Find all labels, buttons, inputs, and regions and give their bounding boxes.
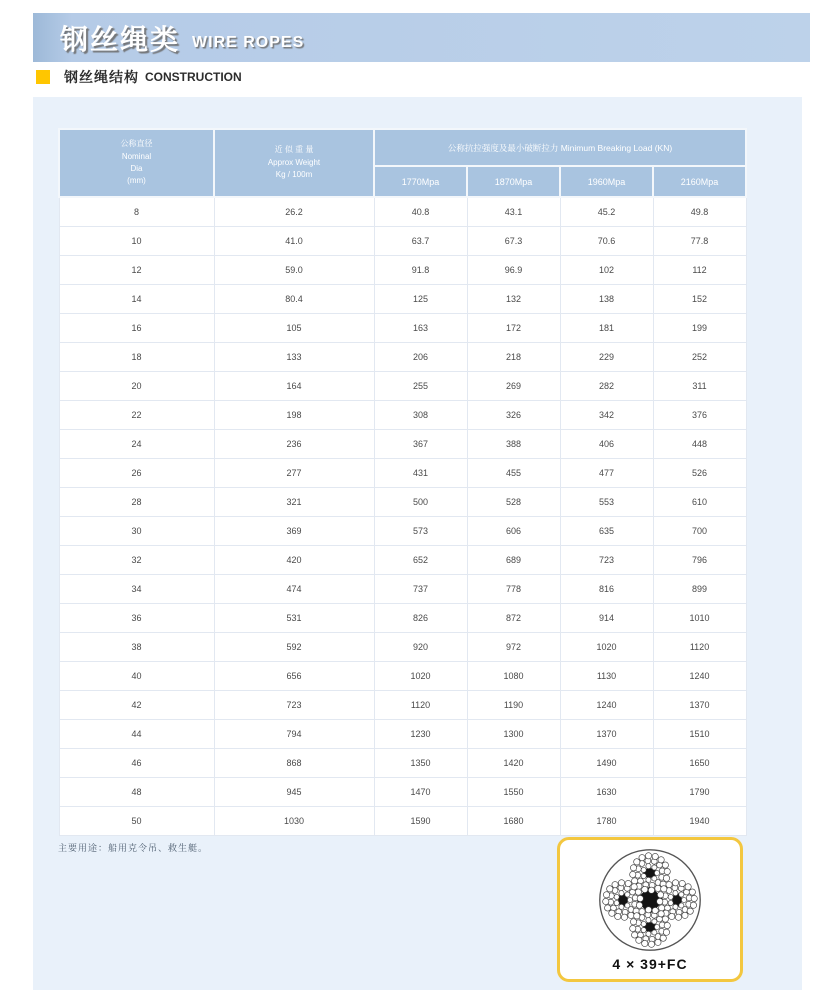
cell-weight: 420	[214, 545, 374, 574]
header-breaking-load-group: 公称抗拉强度及最小破断拉力 Minimum Breaking Load (KN)	[374, 129, 746, 166]
header-grade-1960: 1960Mpa	[560, 166, 653, 197]
cell-1960: 70.6	[560, 226, 653, 255]
spec-row	[59, 748, 746, 777]
header-grade-2160: 2160Mpa	[653, 166, 746, 197]
spec-row	[59, 806, 746, 835]
cell-weight: 794	[214, 719, 374, 748]
cell-2160: 526	[653, 458, 746, 487]
cell-2160: 199	[653, 313, 746, 342]
spec-row	[59, 284, 746, 313]
cell-weight: 59.0	[214, 255, 374, 284]
cell-weight: 277	[214, 458, 374, 487]
cell-weight: 945	[214, 777, 374, 806]
cell-weight: 369	[214, 516, 374, 545]
cell-weight: 656	[214, 661, 374, 690]
cell-1960: 282	[560, 371, 653, 400]
cell-1770: 63.7	[374, 226, 467, 255]
cell-weight: 133	[214, 342, 374, 371]
cell-2160: 899	[653, 574, 746, 603]
cell-1960: 723	[560, 545, 653, 574]
spec-row	[59, 313, 746, 342]
cell-1770: 1020	[374, 661, 467, 690]
rope-construction-label: 4 × 39+FC	[612, 956, 688, 972]
cell-2160: 252	[653, 342, 746, 371]
spec-row	[59, 661, 746, 690]
cell-2160: 376	[653, 400, 746, 429]
cell-dia: 22	[59, 400, 214, 429]
cell-weight: 41.0	[214, 226, 374, 255]
cell-dia: 16	[59, 313, 214, 342]
cell-1770: 163	[374, 313, 467, 342]
cell-dia: 32	[59, 545, 214, 574]
spec-row	[59, 226, 746, 255]
rope-diagram-card	[557, 837, 743, 982]
section-title-en: CONSTRUCTION	[145, 70, 242, 84]
cell-dia: 26	[59, 458, 214, 487]
cell-dia: 18	[59, 342, 214, 371]
cell-1960: 477	[560, 458, 653, 487]
spec-row	[59, 197, 746, 226]
section-title-zh: 钢丝绳结构	[64, 69, 139, 85]
spec-row	[59, 574, 746, 603]
cell-1770: 1590	[374, 806, 467, 835]
cell-2160: 700	[653, 516, 746, 545]
cell-2160: 1510	[653, 719, 746, 748]
cell-weight: 1030	[214, 806, 374, 835]
cell-1870: 689	[467, 545, 560, 574]
cell-1770: 91.8	[374, 255, 467, 284]
spec-row	[59, 255, 746, 284]
cell-2160: 112	[653, 255, 746, 284]
cell-1770: 737	[374, 574, 467, 603]
cell-1960: 138	[560, 284, 653, 313]
cell-1870: 326	[467, 400, 560, 429]
cell-weight: 105	[214, 313, 374, 342]
cell-dia: 38	[59, 632, 214, 661]
spec-row	[59, 371, 746, 400]
spec-row	[59, 777, 746, 806]
cell-dia: 46	[59, 748, 214, 777]
cell-1870: 455	[467, 458, 560, 487]
cell-1770: 1470	[374, 777, 467, 806]
cell-dia: 44	[59, 719, 214, 748]
cell-2160: 1940	[653, 806, 746, 835]
cell-1960: 914	[560, 603, 653, 632]
cell-1770: 431	[374, 458, 467, 487]
cell-2160: 610	[653, 487, 746, 516]
cell-dia: 8	[59, 197, 214, 226]
cell-1960: 1780	[560, 806, 653, 835]
cell-dia: 42	[59, 690, 214, 719]
section-bullet-icon	[36, 70, 50, 84]
cell-1870: 269	[467, 371, 560, 400]
cell-weight: 164	[214, 371, 374, 400]
cell-dia: 24	[59, 429, 214, 458]
cell-1870: 872	[467, 603, 560, 632]
cell-1960: 1490	[560, 748, 653, 777]
spec-row	[59, 342, 746, 371]
cell-1770: 920	[374, 632, 467, 661]
cell-dia: 14	[59, 284, 214, 313]
cell-weight: 531	[214, 603, 374, 632]
cell-1870: 96.9	[467, 255, 560, 284]
cell-2160: 1010	[653, 603, 746, 632]
cell-1770: 40.8	[374, 197, 467, 226]
cell-1870: 67.3	[467, 226, 560, 255]
cell-2160: 1240	[653, 661, 746, 690]
cell-2160: 311	[653, 371, 746, 400]
cell-dia: 50	[59, 806, 214, 835]
cell-1870: 1420	[467, 748, 560, 777]
rope-cross-section-diagram	[594, 846, 706, 954]
cell-1770: 1350	[374, 748, 467, 777]
spec-row	[59, 545, 746, 574]
cell-2160: 1790	[653, 777, 746, 806]
cell-1960: 1240	[560, 690, 653, 719]
spec-row	[59, 487, 746, 516]
cell-2160: 1650	[653, 748, 746, 777]
cell-1770: 1120	[374, 690, 467, 719]
content-panel	[33, 97, 802, 990]
cell-1960: 635	[560, 516, 653, 545]
cell-2160: 796	[653, 545, 746, 574]
cell-1770: 826	[374, 603, 467, 632]
cell-weight: 198	[214, 400, 374, 429]
cell-1770: 125	[374, 284, 467, 313]
cell-1960: 1370	[560, 719, 653, 748]
cell-1870: 606	[467, 516, 560, 545]
cell-1870: 1680	[467, 806, 560, 835]
cell-1870: 172	[467, 313, 560, 342]
spec-row	[59, 603, 746, 632]
cell-dia: 28	[59, 487, 214, 516]
cell-dia: 30	[59, 516, 214, 545]
cell-weight: 868	[214, 748, 374, 777]
cell-weight: 80.4	[214, 284, 374, 313]
cell-1870: 1300	[467, 719, 560, 748]
cell-weight: 26.2	[214, 197, 374, 226]
cell-weight: 723	[214, 690, 374, 719]
cell-2160: 152	[653, 284, 746, 313]
cell-1960: 102	[560, 255, 653, 284]
cell-2160: 1120	[653, 632, 746, 661]
spec-row	[59, 719, 746, 748]
cell-dia: 10	[59, 226, 214, 255]
cell-1870: 218	[467, 342, 560, 371]
cell-2160: 1370	[653, 690, 746, 719]
cell-1960: 1630	[560, 777, 653, 806]
cell-1870: 388	[467, 429, 560, 458]
header-grade-1770: 1770Mpa	[374, 166, 467, 197]
cell-1770: 500	[374, 487, 467, 516]
cell-1770: 1230	[374, 719, 467, 748]
cell-dia: 48	[59, 777, 214, 806]
cell-1960: 553	[560, 487, 653, 516]
cell-1870: 1550	[467, 777, 560, 806]
cell-1870: 43.1	[467, 197, 560, 226]
spec-row	[59, 429, 746, 458]
cell-1960: 1130	[560, 661, 653, 690]
cell-1770: 308	[374, 400, 467, 429]
spec-row	[59, 458, 746, 487]
spec-row	[59, 400, 746, 429]
header-grade-1870: 1870Mpa	[467, 166, 560, 197]
header-approx-weight: 近 似 重 量 Approx Weight Kg / 100m	[214, 129, 374, 197]
page-banner	[33, 13, 810, 62]
usage-note: 主要用途：船用克令吊、救生艇。	[58, 843, 209, 853]
cell-1870: 778	[467, 574, 560, 603]
cell-weight: 236	[214, 429, 374, 458]
cell-dia: 40	[59, 661, 214, 690]
cell-weight: 474	[214, 574, 374, 603]
section-heading	[36, 69, 242, 85]
cell-1770: 652	[374, 545, 467, 574]
spec-table-body	[59, 197, 746, 835]
cell-1960: 406	[560, 429, 653, 458]
cell-1770: 206	[374, 342, 467, 371]
cell-2160: 49.8	[653, 197, 746, 226]
cell-2160: 77.8	[653, 226, 746, 255]
cell-1870: 1080	[467, 661, 560, 690]
cell-2160: 448	[653, 429, 746, 458]
cell-1870: 972	[467, 632, 560, 661]
cell-dia: 20	[59, 371, 214, 400]
cell-weight: 592	[214, 632, 374, 661]
cell-1960: 181	[560, 313, 653, 342]
cell-dia: 12	[59, 255, 214, 284]
banner-title-en: WIRE ROPES	[192, 33, 305, 51]
spec-table	[58, 128, 747, 836]
spec-row	[59, 516, 746, 545]
cell-1960: 45.2	[560, 197, 653, 226]
cell-1770: 573	[374, 516, 467, 545]
cell-dia: 34	[59, 574, 214, 603]
cell-1960: 1020	[560, 632, 653, 661]
spec-row	[59, 690, 746, 719]
cell-1870: 1190	[467, 690, 560, 719]
cell-1770: 255	[374, 371, 467, 400]
header-nominal-dia: 公称直径 Nominal Dia (mm)	[59, 129, 214, 197]
cell-weight: 321	[214, 487, 374, 516]
cell-1870: 528	[467, 487, 560, 516]
cell-dia: 36	[59, 603, 214, 632]
cell-1960: 342	[560, 400, 653, 429]
cell-1960: 229	[560, 342, 653, 371]
cell-1770: 367	[374, 429, 467, 458]
cell-1960: 816	[560, 574, 653, 603]
spec-table-head	[59, 129, 746, 197]
banner-title-zh: 钢丝绳类	[60, 23, 181, 55]
spec-row	[59, 632, 746, 661]
cell-1870: 132	[467, 284, 560, 313]
